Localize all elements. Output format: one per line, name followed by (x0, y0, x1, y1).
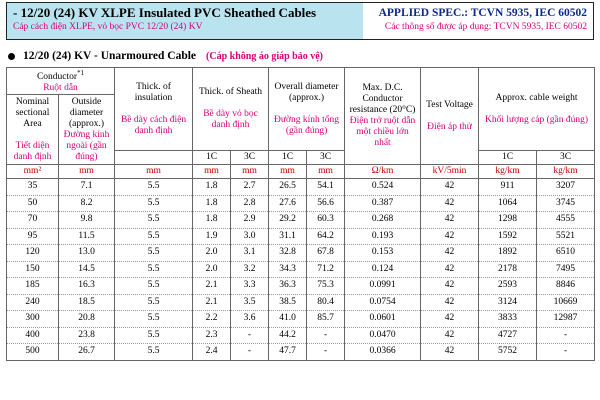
table-cell: 3745 (537, 195, 595, 212)
table-cell: 0.268 (345, 212, 421, 229)
header-outside-diameter: Outside diameter (approx.) Đường kính ngoài (gần đúng) (59, 95, 115, 165)
table-cell: 10669 (537, 294, 595, 311)
table-cell: 31.1 (269, 228, 307, 245)
table-cell: 185 (7, 278, 59, 295)
table-cell: 3207 (537, 179, 595, 196)
table-row (7, 261, 595, 278)
table-cell: 3.3 (231, 278, 269, 295)
header-weight: Approx. cable weight Khối lượng cáp (gần đúng) (479, 68, 595, 151)
table-cell: 5.5 (115, 195, 193, 212)
table-cell: 32.8 (269, 245, 307, 262)
table-cell: 2.2 (193, 311, 231, 328)
table-row (7, 294, 595, 311)
table-cell: - (307, 327, 345, 344)
table-cell: 71.2 (307, 261, 345, 278)
table-row (7, 344, 595, 361)
table-cell: 3833 (479, 311, 537, 328)
table-cell: 42 (421, 195, 479, 212)
table-cell: 56.6 (307, 195, 345, 212)
table-cell: 67.8 (307, 245, 345, 262)
table-cell: 5.5 (115, 311, 193, 328)
header-overall: Overall diameter (approx.) Đường kính tổng (gần đúng) (269, 68, 345, 151)
table-row (7, 179, 595, 196)
table-cell: 42 (421, 327, 479, 344)
table-cell: 3.2 (231, 261, 269, 278)
table-cell: 0.153 (345, 245, 421, 262)
table-cell: 35 (7, 179, 59, 196)
table-cell: 6510 (537, 245, 595, 262)
table-cell: 14.5 (59, 261, 115, 278)
table-cell: 42 (421, 179, 479, 196)
table-cell: 5752 (479, 344, 537, 361)
table-cell: 5.5 (115, 245, 193, 262)
table-cell: 41.0 (269, 311, 307, 328)
table-cell: 240 (7, 294, 59, 311)
table-cell: 5.5 (115, 294, 193, 311)
table-cell: 1.9 (193, 228, 231, 245)
table-body (7, 179, 595, 361)
table-cell: - (231, 344, 269, 361)
table-cell: 12987 (537, 311, 595, 328)
table-cell: 54.1 (307, 179, 345, 196)
table-cell: 5.5 (115, 327, 193, 344)
table-cell: 26.5 (269, 179, 307, 196)
table-cell: - (537, 327, 595, 344)
table-cell: 4555 (537, 212, 595, 229)
table-cell: - (231, 327, 269, 344)
table-cell: 1.8 (193, 212, 231, 229)
table-cell: 0.0754 (345, 294, 421, 311)
header-weight-3c: 3C (537, 151, 595, 165)
table-cell: 2.1 (193, 278, 231, 295)
header-overall-3c: 3C (307, 151, 345, 165)
table-cell: 1.8 (193, 179, 231, 196)
table-cell: 0.0601 (345, 311, 421, 328)
table-cell: 70 (7, 212, 59, 229)
table-cell: 5.5 (115, 278, 193, 295)
table-cell: 9.8 (59, 212, 115, 229)
table-cell: 7.1 (59, 179, 115, 196)
table-cell: 120 (7, 245, 59, 262)
table-cell: 5.5 (115, 261, 193, 278)
table-cell: 400 (7, 327, 59, 344)
header-weight-1c: 1C (479, 151, 537, 165)
table-cell: 150 (7, 261, 59, 278)
table-cell: 3.5 (231, 294, 269, 311)
table-cell: - (307, 344, 345, 361)
table-cell: 13.0 (59, 245, 115, 262)
table-cell: 34.3 (269, 261, 307, 278)
table-cell: 23.8 (59, 327, 115, 344)
table-cell: 300 (7, 311, 59, 328)
table-cell: 11.5 (59, 228, 115, 245)
table-cell: 64.2 (307, 228, 345, 245)
table-cell: 4727 (479, 327, 537, 344)
header-resistance: Max. D.C. Conductor resistance (20°C) Điện trở ruột dẫn một chiều lớn nhất (345, 68, 421, 165)
table-cell: 5521 (537, 228, 595, 245)
table-cell: 42 (421, 278, 479, 295)
table-cell: - (537, 344, 595, 361)
table-cell: 26.7 (59, 344, 115, 361)
banner-title: - 12/20 (24) KV XLPE Insulated PVC Sheathed Cables (13, 5, 317, 20)
header-overall-1c: 1C (269, 151, 307, 165)
table-row (7, 245, 595, 262)
table-cell: 42 (421, 311, 479, 328)
table-cell: 1892 (479, 245, 537, 262)
table-cell: 0.387 (345, 195, 421, 212)
table-cell: 3.0 (231, 228, 269, 245)
table-row (7, 228, 595, 245)
table-cell: 1.8 (193, 195, 231, 212)
table-cell: 911 (479, 179, 537, 196)
table-cell: 95 (7, 228, 59, 245)
table-cell: 44.2 (269, 327, 307, 344)
table-row (7, 278, 595, 295)
cable-spec-table (6, 67, 595, 361)
table-cell: 2.0 (193, 261, 231, 278)
banner-subtitle: Cáp cách điện XLPE, vỏ bọc PVC 12/20 (24) KV (13, 22, 203, 32)
table-cell: 42 (421, 245, 479, 262)
table-cell: 36.3 (269, 278, 307, 295)
header-nominal-area: Nominal sectional Area Tiết diện danh định (7, 95, 59, 165)
units-row: mm² mm mm mm mm mm mm Ω/km kV/5min kg/km kg/km (7, 165, 595, 179)
table-cell: 2.8 (231, 195, 269, 212)
table-cell: 50 (7, 195, 59, 212)
table-cell: 47.7 (269, 344, 307, 361)
table-cell: 5.5 (115, 212, 193, 229)
table-cell: 2.9 (231, 212, 269, 229)
banner-title-block (7, 3, 363, 39)
header-sheath-1c: 1C (193, 151, 231, 165)
table-cell: 500 (7, 344, 59, 361)
header-test-voltage: Test Voltage Điện áp thử (421, 68, 479, 165)
table-cell: 42 (421, 344, 479, 361)
table-row (7, 311, 595, 328)
section-subtitle: (Cáp không áo giáp bảo vệ) (206, 50, 323, 62)
table-cell: 42 (421, 261, 479, 278)
table-cell: 20.8 (59, 311, 115, 328)
table-cell: 5.5 (115, 179, 193, 196)
banner-spec-vn: Các thông số được áp dụng: TCVN 5935, IEC 60502 (384, 22, 587, 32)
table-cell: 3.1 (231, 245, 269, 262)
table-cell: 0.0366 (345, 344, 421, 361)
table-cell: 38.5 (269, 294, 307, 311)
table-cell: 2.0 (193, 245, 231, 262)
table-cell: 8.2 (59, 195, 115, 212)
table-cell: 16.3 (59, 278, 115, 295)
table-cell: 29.2 (269, 212, 307, 229)
table-cell: 27.6 (269, 195, 307, 212)
section-title: 12/20 (24) KV - Unarmoured Cable (23, 50, 197, 62)
table-cell: 2.1 (193, 294, 231, 311)
table-cell: 2.4 (193, 344, 231, 361)
table-row (7, 212, 595, 229)
table-row (7, 327, 595, 344)
table-cell: 1592 (479, 228, 537, 245)
table-cell: 0.124 (345, 261, 421, 278)
table-cell: 85.7 (307, 311, 345, 328)
header-sheath: Thick. of Sheath Bề dày vỏ bọc danh định (193, 68, 269, 151)
header-conductor: Conductor$^{*1}$ Ruột dẫn (7, 68, 115, 95)
header-banner (6, 2, 594, 40)
table-cell: 2593 (479, 278, 537, 295)
table-cell: 0.0991 (345, 278, 421, 295)
table-cell: 5.5 (115, 228, 193, 245)
table-cell: 1064 (479, 195, 537, 212)
header-insulation: Thick. of insulation Bề dày cách điện danh định (115, 68, 193, 151)
table-cell: 3124 (479, 294, 537, 311)
table-cell: 2178 (479, 261, 537, 278)
header-sheath-3c: 3C (231, 151, 269, 165)
table-cell: 0.193 (345, 228, 421, 245)
table-cell: 0.524 (345, 179, 421, 196)
table-cell: 2.7 (231, 179, 269, 196)
table-cell: 1298 (479, 212, 537, 229)
table-cell: 60.3 (307, 212, 345, 229)
section-heading (8, 49, 594, 63)
table-cell: 42 (421, 228, 479, 245)
banner-spec-en: APPLIED SPEC.: TCVN 5935, IEC 60502 (378, 7, 587, 19)
header-spacer (115, 151, 193, 165)
table-cell: 3.6 (231, 311, 269, 328)
bullet-icon (8, 53, 15, 60)
table-cell: 5.5 (115, 344, 193, 361)
table-cell: 75.3 (307, 278, 345, 295)
table-cell: 42 (421, 294, 479, 311)
banner-spec-block (363, 3, 593, 39)
table-cell: 0.0470 (345, 327, 421, 344)
table-cell: 8846 (537, 278, 595, 295)
table-row (7, 195, 595, 212)
table-cell: 2.3 (193, 327, 231, 344)
table-cell: 18.5 (59, 294, 115, 311)
table-cell: 42 (421, 212, 479, 229)
table-cell: 7495 (537, 261, 595, 278)
table-cell: 80.4 (307, 294, 345, 311)
